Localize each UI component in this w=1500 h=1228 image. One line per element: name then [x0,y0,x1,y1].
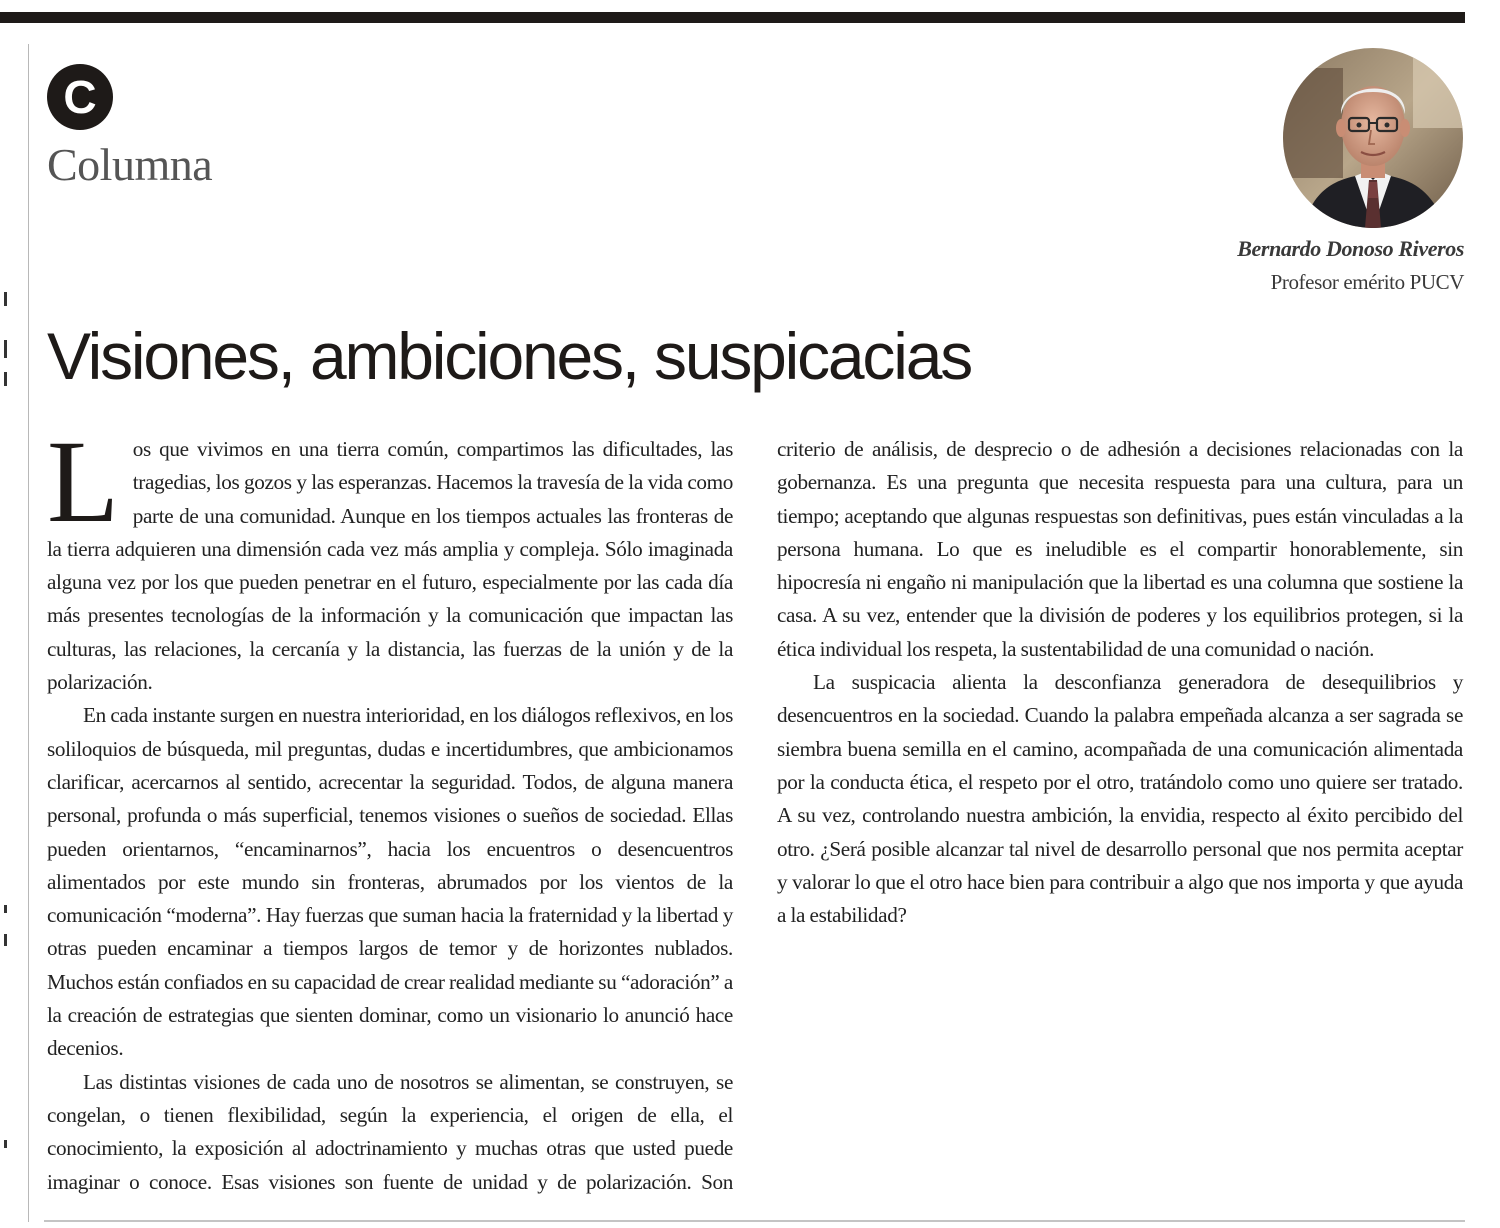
article-paragraph: La suspicacia alienta la desconfianza generadora de desequilibrios y desencuentros en la sociedad. Cuando la palabra empeñada alcanza a ser sagrada se siembra buena semilla en el camino, acompañada de una comunicación alimentada por la conducta ética, el respeto por el otro, tratándolo como uno quiere ser tratado. A su vez, controlando nuestra ambición, la envidia, respecto al éxito percibido del otro. ¿Será posible alcanzar tal nivel de desarrollo personal que nos permita aceptar y valorar lo que el otro hace bien para contribuir a algo que nos importa y que ayuda a la estabilidad? [777,670,1463,928]
article-headline: Visiones, ambiciones, suspicacias [47,319,972,393]
adjacent-page-fragment [0,0,18,1228]
left-column-rule [28,44,29,1222]
article-body [47,416,1463,1203]
article-paragraph: Las distintas visiones de cada uno de nosotros se alimentan, se construyen, se congelan, o tienen flexibilidad, según la experiencia, el origen de ella, el conocimiento, la exposición al adoctrinamiento y muchas otras que usted puede imaginar o conoce. Esas visiones son fuente de unidad y de polarización. Son criterio de análisis, de desprecio o de adhesión a decisiones relacionadas con la gobernanza. Es una pregunta que necesita respuesta para una cultura, para un tiempo; aceptando que algunas respuestas son definitivas, pues están vinculadas a la persona humana. Lo que es ineludible es el compartir honorablemente, sin hipocresía ni engaño ni manipulación que la libertad es una columna que sostiene la casa. A su vez, entender que la división de poderes y los equilibrios protegen, si la ética individual los respeta, la sustentabilidad de una comunidad o nación. [47,437,1463,1194]
section-label: Columna [47,139,213,190]
author-portrait-photo [1283,48,1463,228]
article-paragraph: En cada instante surgen en nuestra interioridad, en los diálogos reflexivos, en los soliloquios de búsqueda, mil preguntas, dudas e incertidumbres, que ambicionamos clarificar, acercarnos al sentido, acrecentar la seguridad. Todos, de alguna manera personal, profunda o más superficial, tenemos visiones o sueños de sociedad. Ellas pueden orientarnos, “encaminarnos”, hacia los encuentros o desencuentros alimentados por este mundo sin fronteras, abrumados por los vientos de la comunicación “moderna”. Hay fuerzas que suman hacia la fraternidad y la libertad y otras pueden encaminar a tiempos largos de temor y de horizontes nublados. Muchos están confiados en su capacidad de crear realidad mediante su “adoración” a la creación de estrategias que sienten dominar, como un visionario lo anunció hace decenios. [47,703,733,1061]
bottom-rule [44,1220,1465,1222]
article-paragraph-text: os que vivimos en una tierra común, compartimos las dificultades, las tragedias, los gozos y las esperanzas. Hacemos la travesía de la vida como parte de una comunidad. Aunque en los tiempos actuales las fronteras de la tierra adquieren una dimensión cada vez más amplia y compleja. Sólo imaginada alguna vez por los que pueden penetrar en el futuro, especialmente por las cada día más presentes tecnologías de la información y la comunicación que impactan las culturas, las relaciones, la cercanía y la distancia, las fuerzas de la unión y de la polarización. [47,437,733,695]
dropcap: L [47,416,119,547]
author-role: Profesor emérito PUCV [1270,270,1464,294]
author-name: Bernardo Donoso Riveros [1237,236,1464,261]
article-paragraph [47,416,733,699]
section-badge: C [47,64,113,130]
top-rule [0,12,1465,23]
